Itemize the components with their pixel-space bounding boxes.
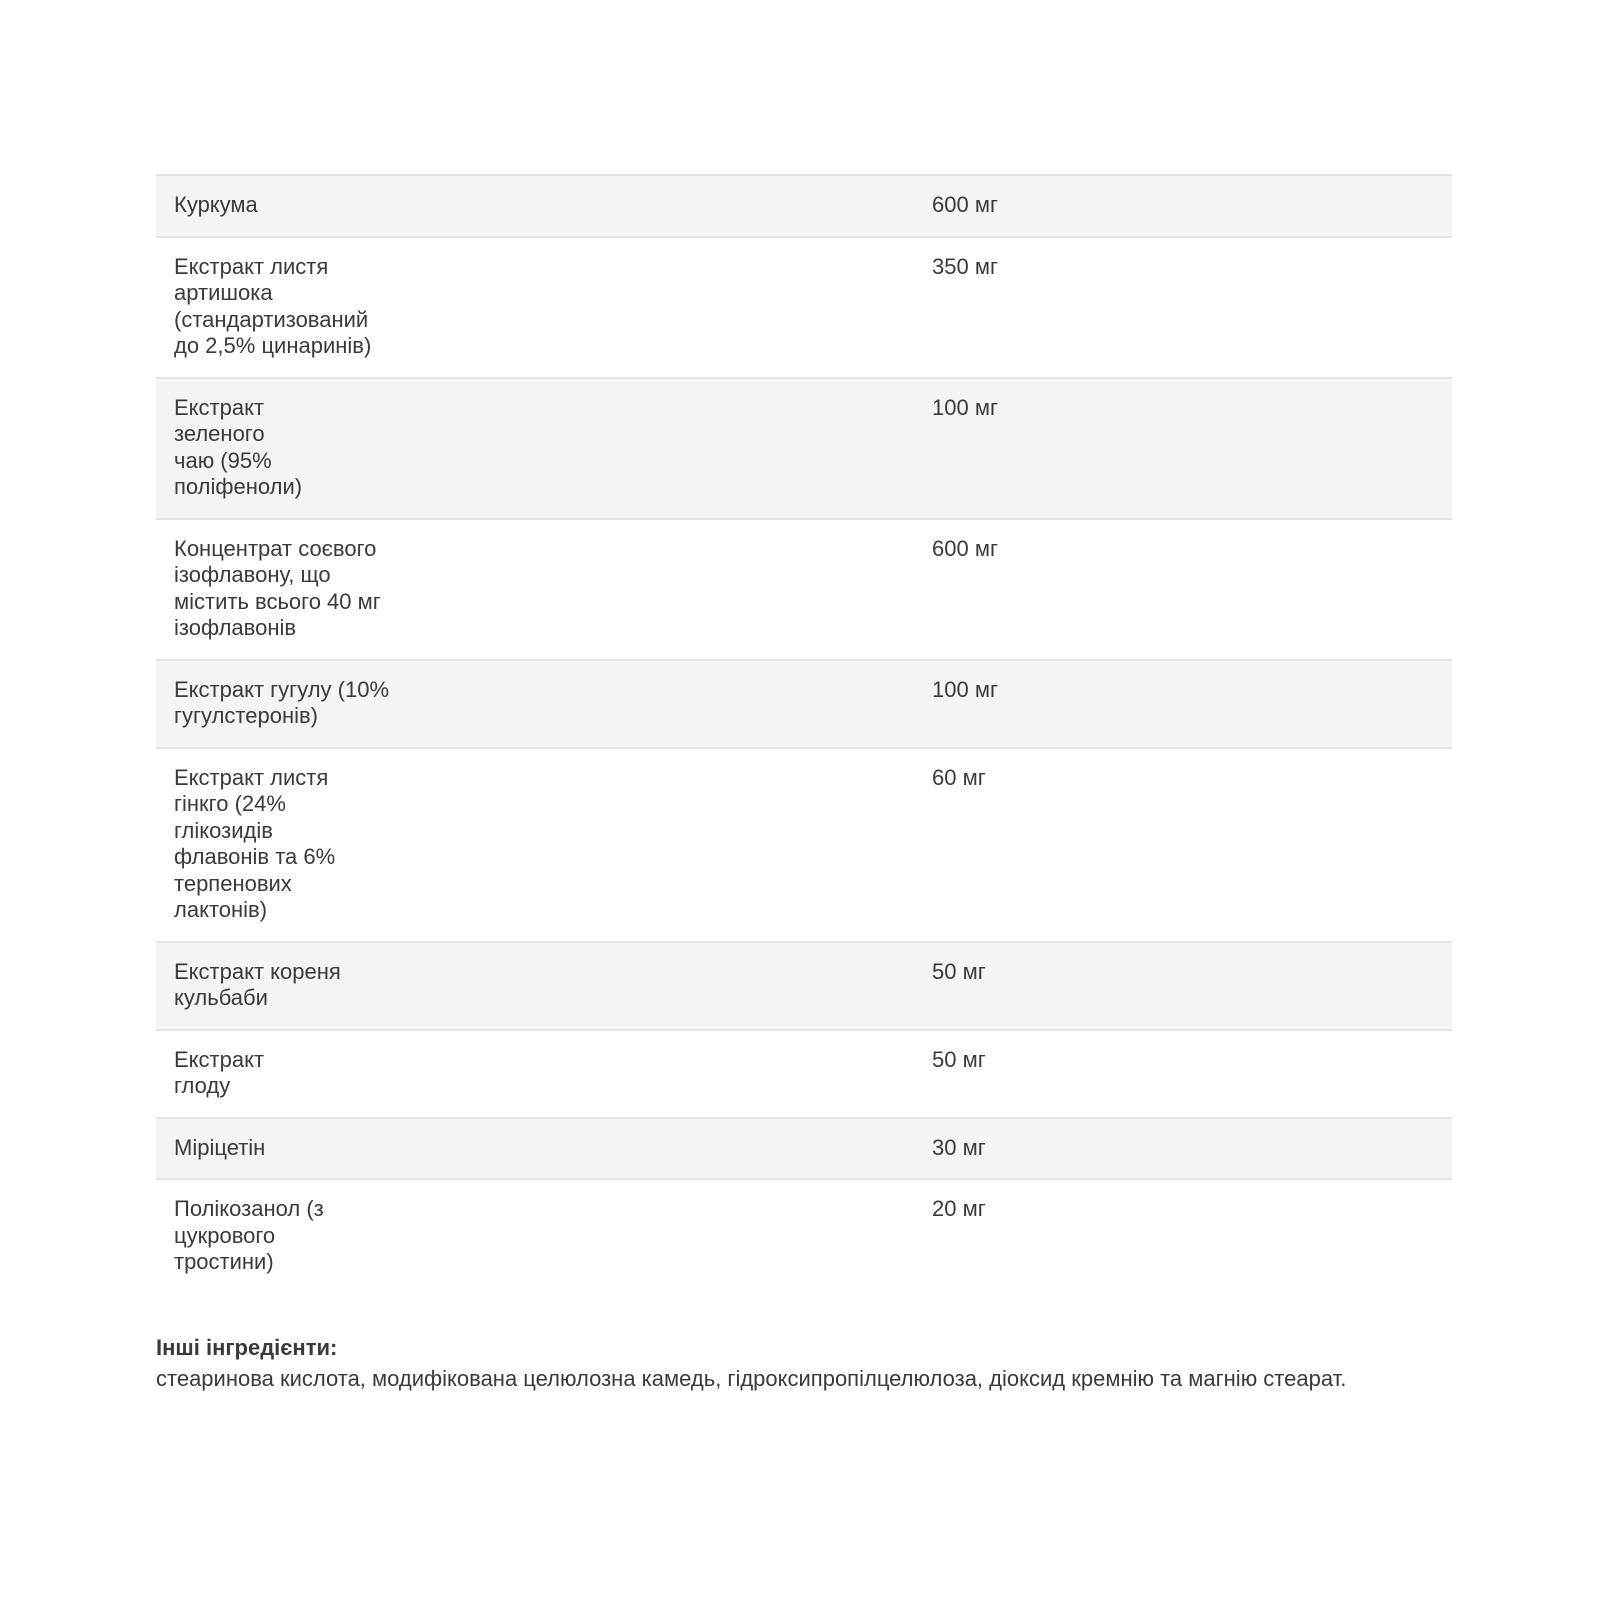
ingredient-amount: 600 мг [914, 175, 1452, 237]
ingredient-name: Куркума [174, 192, 258, 217]
table-row [156, 237, 1452, 378]
table-row [156, 519, 1452, 660]
supplement-facts [156, 174, 1452, 1394]
ingredient-name: Полікозанол (з цукрового тростини) [174, 1196, 324, 1274]
table-row [156, 1179, 1452, 1298]
ingredients-table [156, 174, 1452, 1298]
table-row [156, 660, 1452, 748]
table-row [156, 378, 1452, 519]
ingredient-amount: 100 мг [914, 660, 1452, 748]
table-row [156, 942, 1452, 1030]
ingredient-amount: 30 мг [914, 1118, 1452, 1180]
ingredient-amount: 20 мг [914, 1179, 1452, 1298]
ingredient-name: Екстракт глоду [174, 1046, 265, 1098]
table-row [156, 1118, 1452, 1180]
ingredient-amount: 60 мг [914, 748, 1452, 942]
ingredient-name: Екстракт гугулу (10% гугулстеронів) [174, 676, 390, 728]
ingredient-amount: 50 мг [914, 1030, 1452, 1118]
ingredient-name: Екстракт листя артишока (стандартизований до 2,5% цинаринів) [174, 253, 372, 358]
ingredient-name: Міріцетін [174, 1134, 266, 1160]
table-row [156, 175, 1452, 237]
ingredient-name: Екстракт зеленого чаю (95% поліфеноли) [174, 394, 303, 499]
table-row [156, 748, 1452, 942]
ingredient-name: Екстракт кореня кульбаби [174, 958, 341, 1010]
other-ingredients-title: Інші інгредієнти: [156, 1334, 338, 1360]
ingredient-name: Екстракт листя гінкго (24% глікозидів флавонів та 6% терпенових лактонів) [174, 764, 336, 922]
ingredient-amount: 100 мг [914, 378, 1452, 519]
ingredient-amount: 600 мг [914, 519, 1452, 660]
other-ingredients-text: стеаринова кислота, модифікована целюлозна камедь, гідроксипропілцелюлоза, діоксид кремнію та магнію стеарат. [156, 1365, 1347, 1391]
other-ingredients [156, 1332, 1452, 1394]
ingredient-amount: 350 мг [914, 237, 1452, 378]
ingredient-name: Концентрат соєвого ізофлавону, що містить всього 40 мг ізофлавонів [174, 535, 381, 640]
table-row [156, 1030, 1452, 1118]
ingredient-amount: 50 мг [914, 942, 1452, 1030]
